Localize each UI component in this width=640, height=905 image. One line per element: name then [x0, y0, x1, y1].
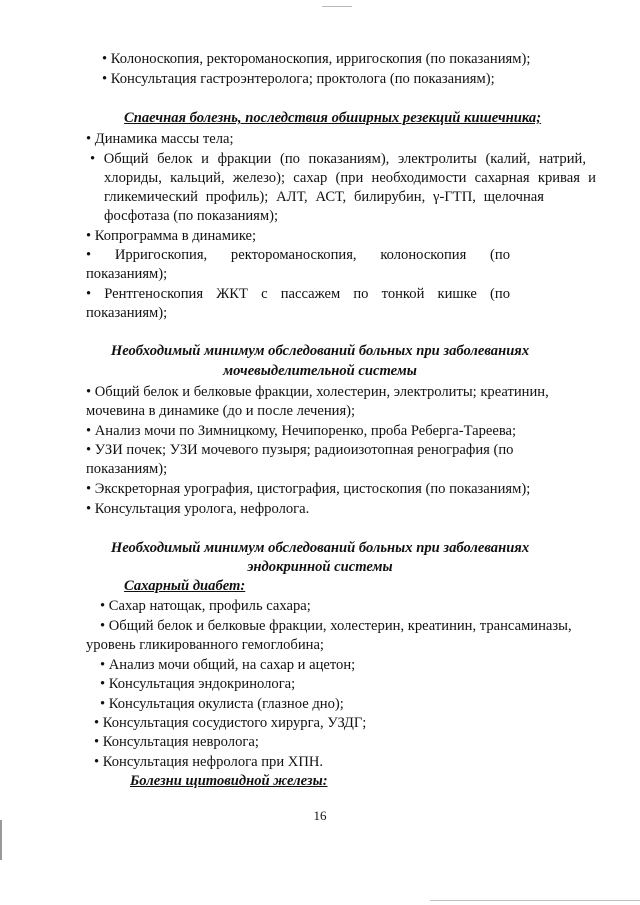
section-heading-endocrine: Необходимый минимум обследований больных при заболеваниях: [110, 540, 530, 556]
list-item: • Общий белок и фракции (по показаниям), электролиты (калий, натрий,: [90, 151, 586, 167]
list-item-continuation: гликемический профиль); АЛТ, АСТ, билирубин, γ-ГТП, щелочная: [104, 189, 544, 205]
section-heading-adhesion: Спаечная болезнь, последствия обширных резекций кишечника;: [124, 110, 542, 126]
list-item: • Общий белок и белковые фракции, холестерин, креатинин, трансаминазы,: [100, 618, 572, 634]
section-heading-urinary: Необходимый минимум обследований больных при заболеваниях: [110, 343, 530, 359]
page-number: 16: [313, 808, 327, 823]
list-item-continuation: показаниям);: [86, 305, 168, 321]
list-item: • Консультация нефролога при ХПН.: [94, 754, 324, 770]
scan-mark: [0, 820, 2, 860]
list-item-continuation: мочевина в динамике (до и после лечения);: [86, 403, 356, 419]
list-item-continuation: показаниям);: [86, 266, 168, 282]
section-heading-endocrine-line2: эндокринной системы: [247, 559, 393, 575]
list-item: • Рентгеноскопия ЖКТ с пассажем по тонкой кишке (по: [86, 286, 510, 302]
list-item: • Ирригоскопия, ректороманоскопия, колоноскопия (по: [86, 247, 510, 263]
list-item: • Консультация сосудистого хирурга, УЗДГ;: [94, 715, 367, 731]
list-item: • Консультация невролога;: [94, 734, 259, 750]
section-heading-urinary-line2: мочевыделительной системы: [223, 363, 417, 379]
list-item: • Анализ мочи общий, на сахар и ацетон;: [100, 657, 356, 673]
list-item: • Экскреторная урография, цистография, цистоскопия (по показаниям);: [86, 481, 531, 497]
list-item: • УЗИ почек; УЗИ мочевого пузыря; радиоизотопная ренография (по: [86, 442, 514, 458]
list-item: • Консультация гастроэнтеролога; проктолога (по показаниям);: [102, 71, 495, 87]
list-item: • Консультация уролога, нефролога.: [86, 501, 310, 517]
list-item: • Анализ мочи по Зимницкому, Нечипоренко, проба Реберга-Тареева;: [86, 423, 517, 439]
list-item-continuation: фосфотаза (по показаниям);: [104, 208, 279, 224]
list-item-continuation: уровень гликированного гемоглобина;: [86, 637, 324, 653]
list-item: • Сахар натощак, профиль сахара;: [100, 598, 311, 614]
list-item: • Общий белок и белковые фракции, холестерин, электролиты; креатинин,: [86, 384, 549, 400]
list-item: • Динамика массы тела;: [86, 131, 234, 147]
list-item: • Консультация эндокринолога;: [100, 676, 296, 692]
list-item: • Колоноскопия, ректороманоскопия, ирригоскопия (по показаниям);: [102, 51, 531, 67]
scan-mark: [322, 6, 352, 7]
scan-mark: [430, 900, 640, 901]
subheading-thyroid: Болезни щитовидной железы:: [130, 773, 328, 789]
list-item-continuation: показаниям);: [86, 461, 168, 477]
list-item: • Копрограмма в динамике;: [86, 228, 257, 244]
list-item: • Консультация окулиста (глазное дно);: [100, 696, 344, 712]
subheading-diabetes: Сахарный диабет:: [124, 578, 246, 594]
list-item-continuation: хлориды, кальций, железо); сахар (при необходимости сахарная кривая и: [104, 170, 596, 186]
